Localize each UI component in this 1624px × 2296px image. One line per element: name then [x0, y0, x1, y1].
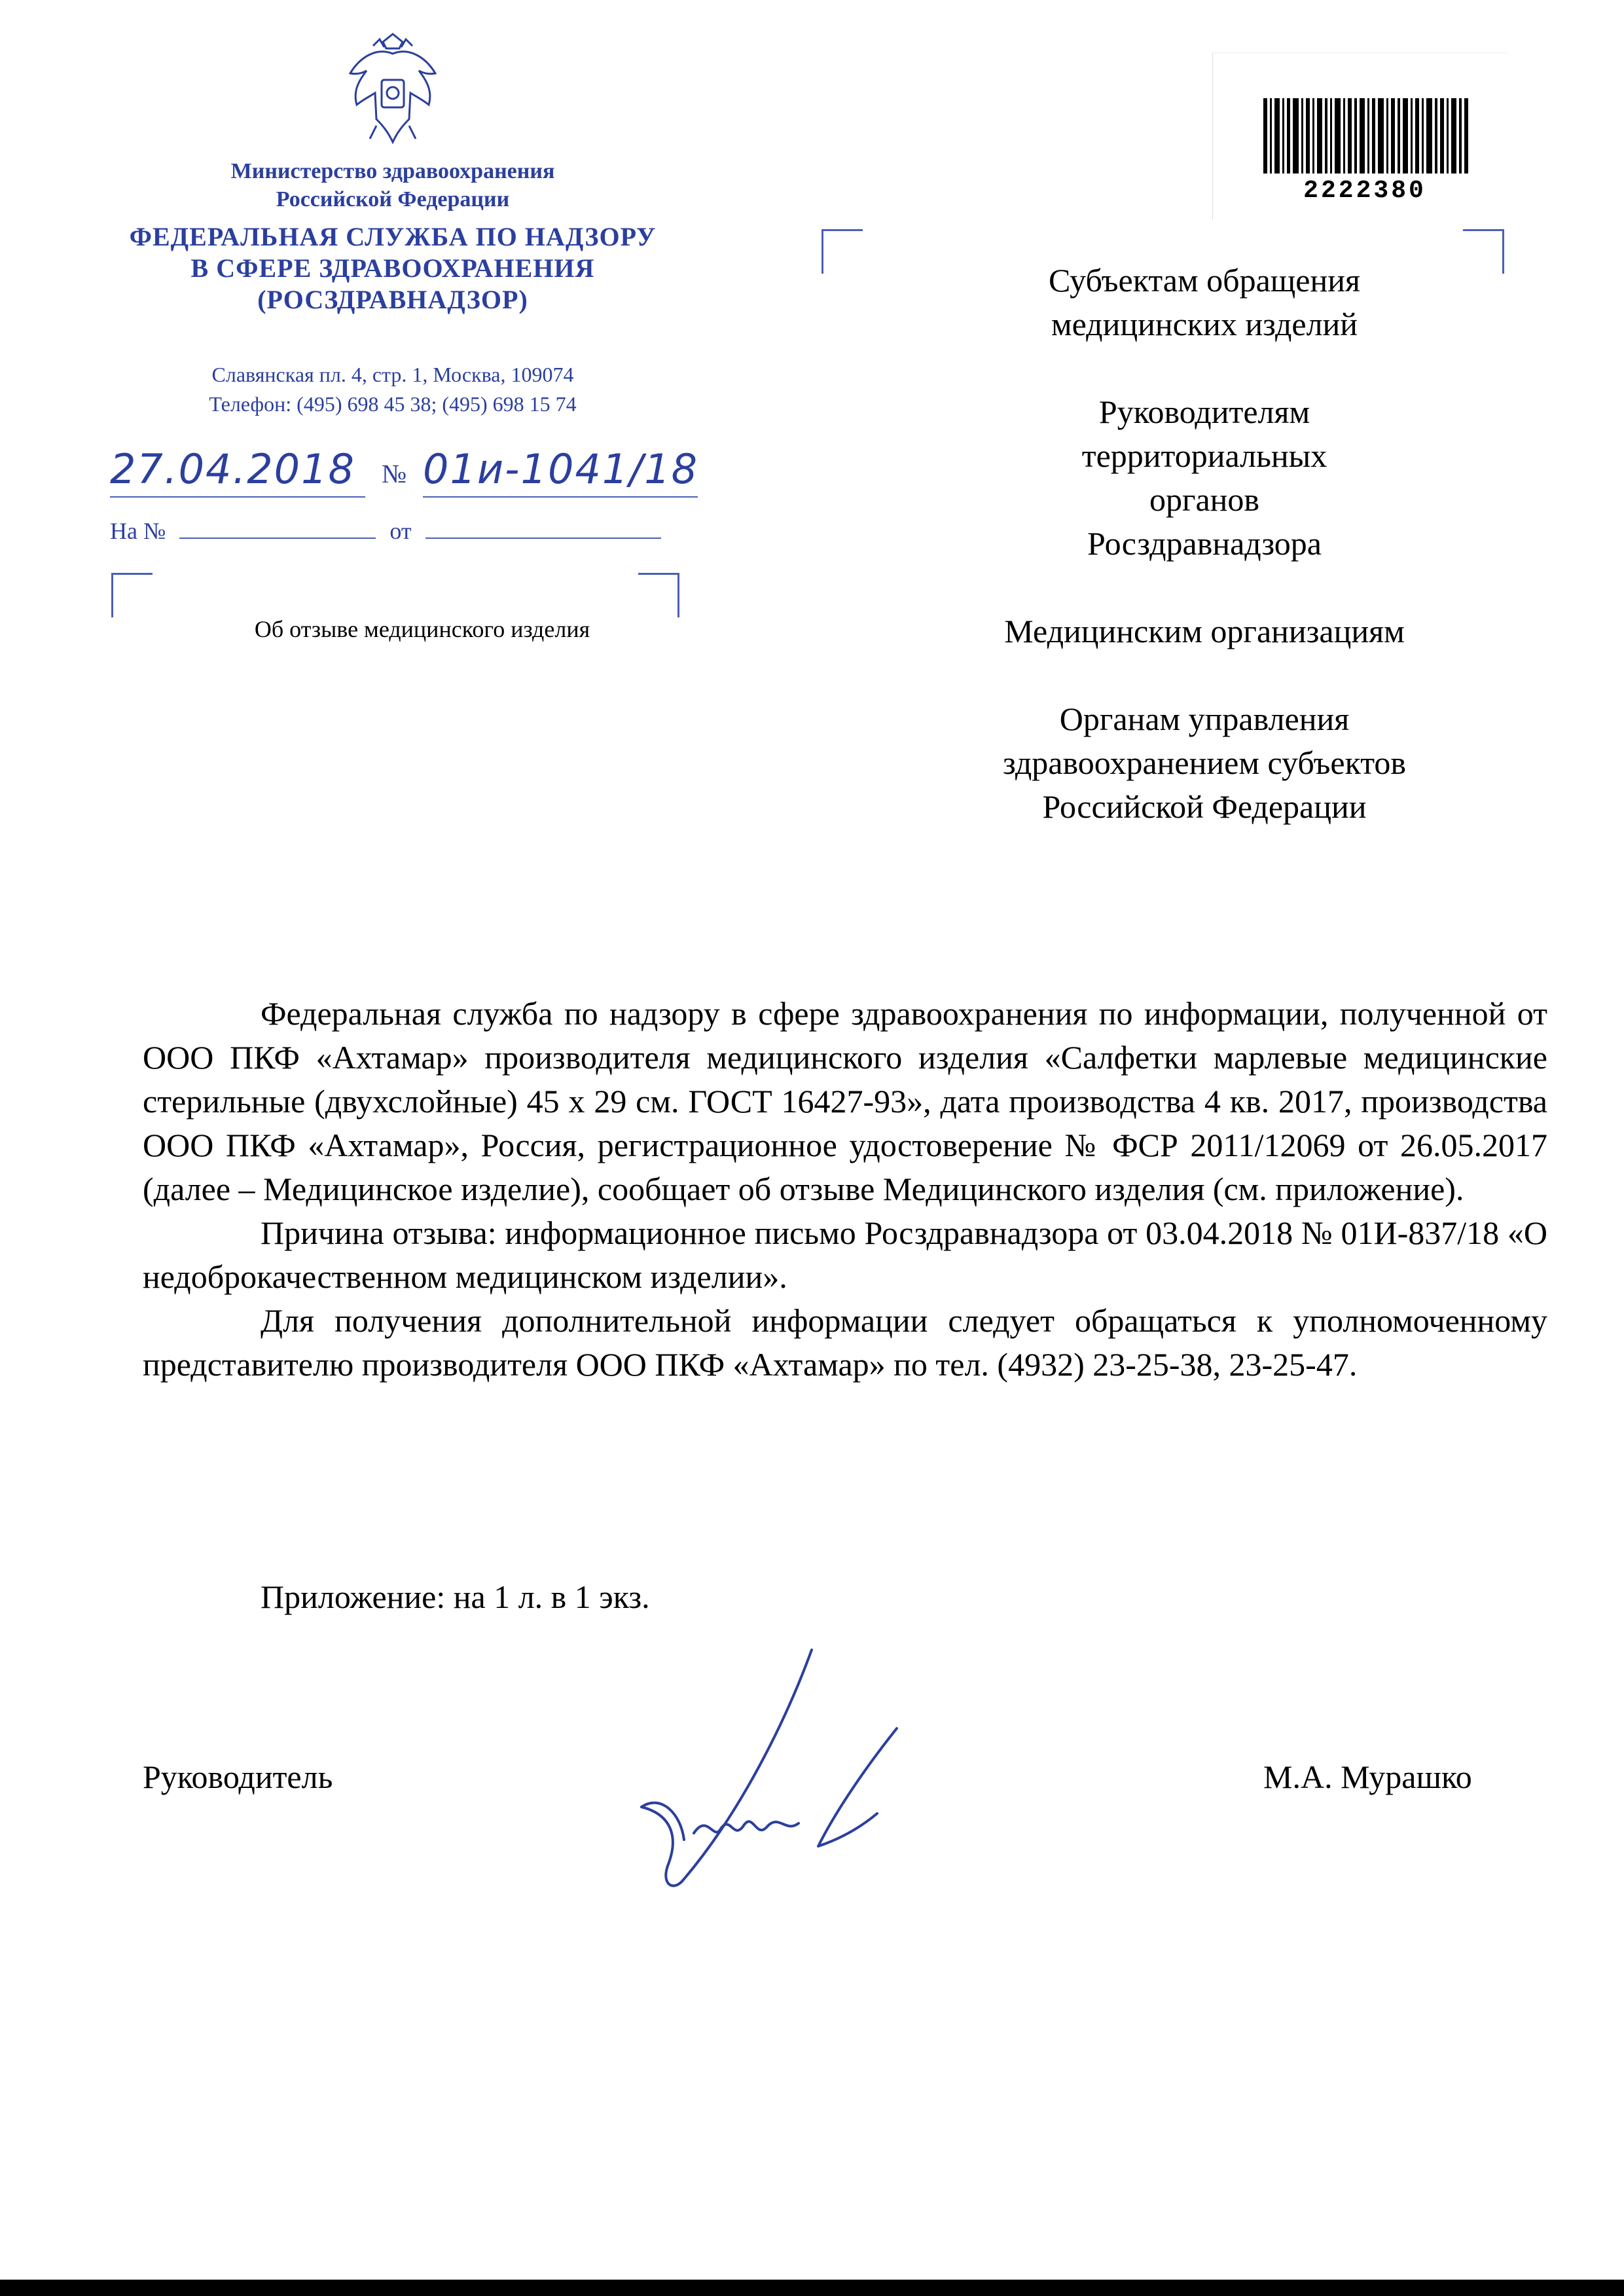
registration-line: [110, 439, 699, 511]
number-sign: №: [382, 459, 407, 488]
barcode-number: 2222380: [1303, 177, 1426, 205]
scan-edge: [0, 2280, 1624, 2296]
recipient-3: Медицинским организациям: [1004, 613, 1405, 649]
body-paragraph-1: Федеральная служба по надзору в сфере здравоохранения по информации, полученной от ООО ПКФ «Ахтамар» производителя медицинского изделия «Салфетки марлевые медицинские стерильные (двухслойные) 45 х 29 см. ГОСТ 16427-93», дата производства 4 кв. 2017, производства ООО ПКФ «Ахтамар», Россия, регистрационное удостоверение № ФСР 2011/12069 от 26.05.2017 (далее – Медицинское изделие), сообщает об отзыве Медицинского изделия (см. приложение).: [143, 995, 1547, 1207]
reply-to-label: На №: [110, 518, 166, 544]
from-blank: [425, 538, 661, 539]
date-underline: [110, 496, 365, 498]
barcode-icon: [1263, 98, 1473, 173]
service-line-2: В СФЕРЕ ЗДРАВООХРАНЕНИЯ: [190, 253, 595, 283]
ministry-name: [92, 157, 694, 213]
handwritten-signature-icon: [622, 1643, 936, 1905]
phone-line: Телефон: (495) 698 45 38; (495) 698 15 74: [209, 392, 577, 416]
registration-date: 27.04.2018: [110, 445, 355, 493]
reply-to-line: [110, 517, 661, 545]
subject-corner-left: [111, 573, 153, 617]
address-line: Славянская пл. 4, стр. 1, Москва, 109074: [211, 363, 574, 386]
signer-role: Руководитель: [143, 1758, 333, 1795]
recipient-corner-left: [821, 229, 863, 274]
ministry-line-2: Российской Федерации: [276, 187, 510, 211]
service-name: [92, 221, 694, 316]
subject-corner-right: [638, 573, 679, 617]
recipient-4: Органам управления здравоохранением субъектов Российской Федерации: [1002, 701, 1407, 825]
from-label: от: [389, 518, 412, 544]
signer-name: М.А. Мурашко: [1263, 1758, 1472, 1795]
letterhead-address: [92, 360, 694, 419]
recipient-2: Руководителям территориальных органов Росздравнадзора: [1081, 393, 1327, 562]
letter-subject: Об отзыве медицинского изделия: [254, 616, 590, 642]
registration-number: 01и-1041/18: [423, 445, 699, 493]
reply-to-blank: [179, 538, 376, 539]
service-line-3: (РОСЗДРАВНАДЗОР): [257, 285, 528, 314]
ministry-line-1: Министерство здравоохранения: [230, 159, 555, 183]
service-line-1: ФЕДЕРАЛЬНАЯ СЛУЖБА ПО НАДЗОРУ: [129, 222, 657, 251]
coat-of-arms-icon: [337, 27, 448, 152]
number-underline: [423, 496, 698, 498]
body-paragraph-2: Причина отзыва: информационное письмо Росздравнадзора от 03.04.2018 № 01И-837/18 «О недоброкачественном медицинском изделии».: [143, 1214, 1547, 1295]
body-paragraph-3: Для получения дополнительной информации следует обращаться к уполномоченному представителю производителя ООО ПКФ «Ахтамар» по тел. (4932) 23-25-38, 23-25-47.: [143, 1302, 1547, 1383]
attachment-note: Приложение: на 1 л. в 1 экз.: [261, 1578, 650, 1615]
recipients-block: [903, 259, 1506, 873]
recipient-1: Субъектам обращения медицинских изделий: [1049, 262, 1360, 342]
letter-body: [143, 992, 1547, 1387]
